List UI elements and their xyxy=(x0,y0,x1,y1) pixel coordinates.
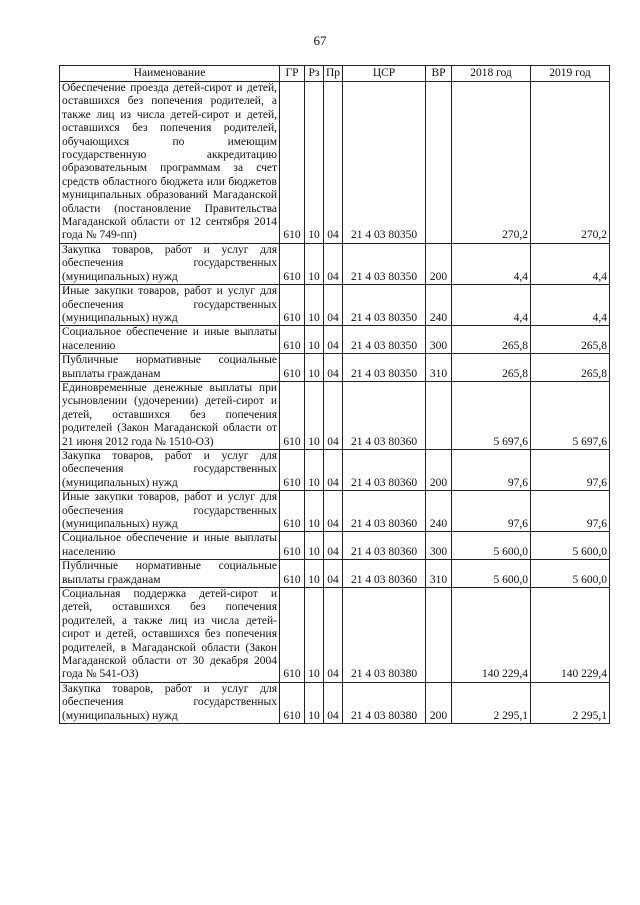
cell-pr: 04 xyxy=(324,588,343,683)
cell-pr: 04 xyxy=(324,449,343,490)
table-row xyxy=(60,243,610,284)
cell-vr: 200 xyxy=(426,243,452,284)
cell-2018: 5 600,0 xyxy=(452,532,531,560)
budget-table xyxy=(59,65,610,724)
cell-2019: 2 295,1 xyxy=(531,682,610,723)
cell-2018: 97,6 xyxy=(452,491,531,532)
cell-csr: 21 4 03 80350 xyxy=(343,243,426,284)
table-row xyxy=(60,326,610,354)
cell-gr: 610 xyxy=(280,560,305,588)
cell-2019: 5 697,6 xyxy=(531,381,610,449)
table-row xyxy=(60,82,610,244)
cell-name: Социальное обеспечение и иные выплаты населению xyxy=(60,532,280,560)
table-row xyxy=(60,588,610,683)
cell-2018: 140 229,4 xyxy=(452,588,531,683)
cell-2019: 265,8 xyxy=(531,354,610,382)
header-pr: Пр xyxy=(324,66,343,82)
cell-pr: 04 xyxy=(324,491,343,532)
cell-rz: 10 xyxy=(305,243,324,284)
cell-2018: 265,8 xyxy=(452,326,531,354)
cell-2019: 140 229,4 xyxy=(531,588,610,683)
cell-gr: 610 xyxy=(280,326,305,354)
cell-vr xyxy=(426,82,452,244)
cell-pr: 04 xyxy=(324,243,343,284)
cell-pr: 04 xyxy=(324,532,343,560)
cell-2019: 4,4 xyxy=(531,285,610,326)
cell-rz: 10 xyxy=(305,682,324,723)
cell-2018: 2 295,1 xyxy=(452,682,531,723)
cell-2018: 97,6 xyxy=(452,449,531,490)
cell-csr: 21 4 03 80350 xyxy=(343,326,426,354)
cell-2019: 4,4 xyxy=(531,243,610,284)
header-name: Наименование xyxy=(60,66,280,82)
cell-rz: 10 xyxy=(305,285,324,326)
cell-rz: 10 xyxy=(305,82,324,244)
cell-name: Социальное обеспечение и иные выплаты населению xyxy=(60,326,280,354)
table-row xyxy=(60,560,610,588)
table-row xyxy=(60,532,610,560)
cell-csr: 21 4 03 80350 xyxy=(343,354,426,382)
cell-rz: 10 xyxy=(305,326,324,354)
cell-name: Закупка товаров, работ и услуг для обеспечения государственных (муниципальных) нужд xyxy=(60,682,280,723)
cell-vr xyxy=(426,588,452,683)
cell-csr: 21 4 03 80350 xyxy=(343,82,426,244)
cell-name: Закупка товаров, работ и услуг для обеспечения государственных (муниципальных) нужд xyxy=(60,449,280,490)
header-2019: 2019 год xyxy=(531,66,610,82)
cell-2018: 270,2 xyxy=(452,82,531,244)
cell-rz: 10 xyxy=(305,381,324,449)
cell-name: Социальная поддержка детей-сирот и детей, оставшихся без попечения родителей, а также лиц из числа детей-сирот и детей, оставшихся без попечения родителей, в Магаданской области (Закон Магаданской области от 30 декабря 2004 года № 541-ОЗ) xyxy=(60,588,280,683)
cell-2019: 97,6 xyxy=(531,491,610,532)
cell-2019: 265,8 xyxy=(531,326,610,354)
cell-csr: 21 4 03 80350 xyxy=(343,285,426,326)
cell-pr: 04 xyxy=(324,381,343,449)
cell-2018: 4,4 xyxy=(452,285,531,326)
cell-vr: 240 xyxy=(426,285,452,326)
cell-csr: 21 4 03 80360 xyxy=(343,532,426,560)
table-header-row xyxy=(60,66,610,82)
cell-vr: 240 xyxy=(426,491,452,532)
cell-vr: 300 xyxy=(426,532,452,560)
cell-gr: 610 xyxy=(280,588,305,683)
cell-name: Иные закупки товаров, работ и услуг для обеспечения государственных (муниципальных) нужд xyxy=(60,491,280,532)
header-csr: ЦСР xyxy=(343,66,426,82)
cell-csr: 21 4 03 80360 xyxy=(343,491,426,532)
table-row xyxy=(60,449,610,490)
cell-name: Закупка товаров, работ и услуг для обеспечения государственных (муниципальных) нужд xyxy=(60,243,280,284)
cell-gr: 610 xyxy=(280,449,305,490)
cell-gr: 610 xyxy=(280,491,305,532)
header-rz: Рз xyxy=(305,66,324,82)
cell-csr: 21 4 03 80360 xyxy=(343,560,426,588)
page-number: 67 xyxy=(313,33,327,48)
table-row xyxy=(60,682,610,723)
cell-name: Иные закупки товаров, работ и услуг для обеспечения государственных (муниципальных) нужд xyxy=(60,285,280,326)
cell-2018: 5 697,6 xyxy=(452,381,531,449)
cell-2019: 5 600,0 xyxy=(531,532,610,560)
cell-csr: 21 4 03 80380 xyxy=(343,588,426,683)
cell-2018: 4,4 xyxy=(452,243,531,284)
header-vr: ВР xyxy=(426,66,452,82)
cell-pr: 04 xyxy=(324,326,343,354)
cell-gr: 610 xyxy=(280,285,305,326)
cell-gr: 610 xyxy=(280,82,305,244)
table-body xyxy=(60,82,610,724)
table-row xyxy=(60,381,610,449)
cell-csr: 21 4 03 80360 xyxy=(343,449,426,490)
cell-gr: 610 xyxy=(280,354,305,382)
table-row xyxy=(60,354,610,382)
cell-vr: 200 xyxy=(426,449,452,490)
cell-rz: 10 xyxy=(305,532,324,560)
table-row xyxy=(60,491,610,532)
cell-vr: 200 xyxy=(426,682,452,723)
cell-pr: 04 xyxy=(324,82,343,244)
cell-pr: 04 xyxy=(324,560,343,588)
cell-gr: 610 xyxy=(280,381,305,449)
header-gr: ГР xyxy=(280,66,305,82)
cell-rz: 10 xyxy=(305,449,324,490)
cell-vr: 310 xyxy=(426,560,452,588)
cell-name: Единовременные денежные выплаты при усыновлении (удочерении) детей-сирот и детей, оставшихся без попечения родителей (Закон Магаданской области от 21 июня 2012 года № 1510-ОЗ) xyxy=(60,381,280,449)
cell-rz: 10 xyxy=(305,491,324,532)
cell-2018: 5 600,0 xyxy=(452,560,531,588)
cell-gr: 610 xyxy=(280,682,305,723)
cell-pr: 04 xyxy=(324,682,343,723)
cell-csr: 21 4 03 80380 xyxy=(343,682,426,723)
cell-2019: 97,6 xyxy=(531,449,610,490)
cell-gr: 610 xyxy=(280,243,305,284)
cell-vr: 300 xyxy=(426,326,452,354)
cell-2019: 5 600,0 xyxy=(531,560,610,588)
cell-name: Публичные нормативные социальные выплаты гражданам xyxy=(60,560,280,588)
cell-2018: 265,8 xyxy=(452,354,531,382)
cell-pr: 04 xyxy=(324,285,343,326)
cell-name: Публичные нормативные социальные выплаты гражданам xyxy=(60,354,280,382)
cell-csr: 21 4 03 80360 xyxy=(343,381,426,449)
cell-rz: 10 xyxy=(305,588,324,683)
table-row xyxy=(60,285,610,326)
cell-vr xyxy=(426,381,452,449)
cell-vr: 310 xyxy=(426,354,452,382)
cell-2019: 270,2 xyxy=(531,82,610,244)
cell-name: Обеспечение проезда детей-сирот и детей, оставшихся без попечения родителей, а также лиц из числа детей-сирот и детей, оставшихся без попечения родителей, обучающихся по имеющим государственную аккредитацию образовательным программам за счет средств областного бюджета или бюджетов муниципальных образований Магаданской области (постановление Правительства Магаданской области от 12 сентября 2014 года № 749-пп) xyxy=(60,82,280,244)
cell-gr: 610 xyxy=(280,532,305,560)
cell-rz: 10 xyxy=(305,560,324,588)
cell-rz: 10 xyxy=(305,354,324,382)
cell-pr: 04 xyxy=(324,354,343,382)
header-2018: 2018 год xyxy=(452,66,531,82)
